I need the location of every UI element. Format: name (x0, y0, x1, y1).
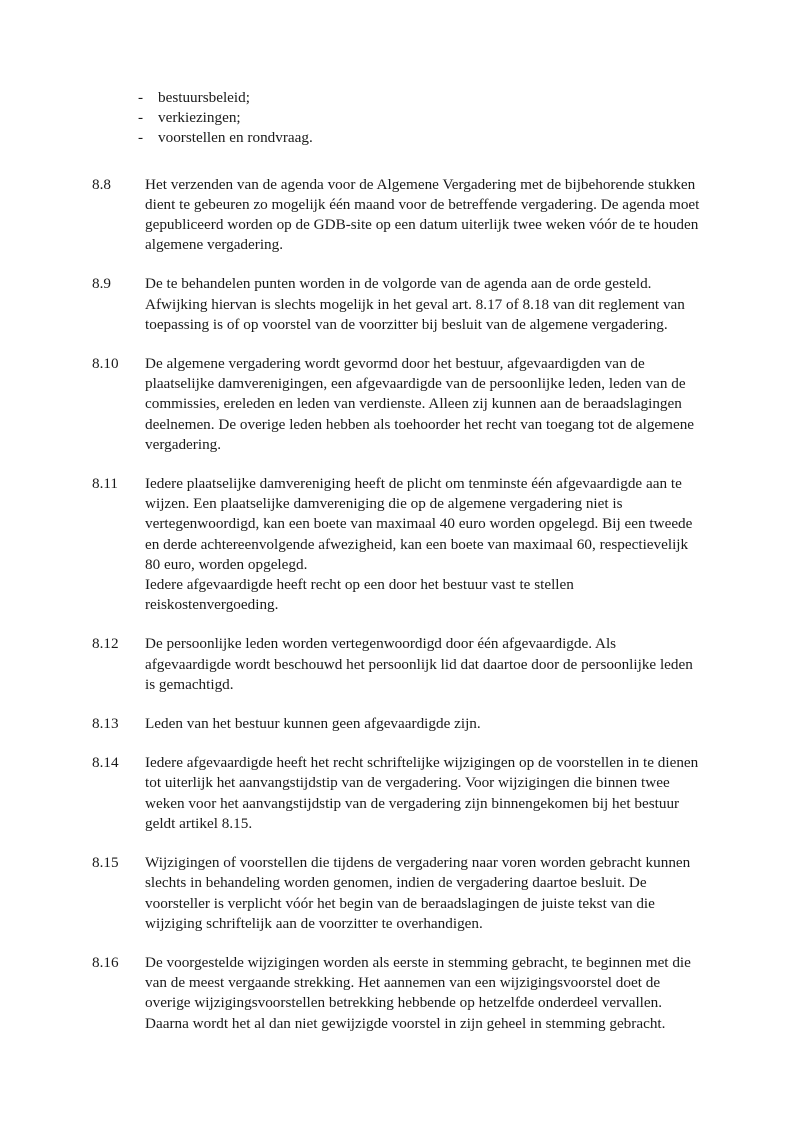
clause-8-10 (92, 354, 705, 455)
clause-paragraph: De voorgestelde wijzigingen worden als eerste in stemming gebracht, te beginnen met die van de meest vergaande strekking. Het aannemen van een wijzigingsvoorstel doet de overige wijzigingsvoorstellen betrekking hebbende op hetzelfde onderdeel vervallen. Daarna wordt het al dan niet gewijzigde voorstel in zijn geheel in stemming gebracht. (145, 953, 691, 1032)
clause-paragraph: De persoonlijke leden worden vertegenwoordigd door één afgevaardigde. Als afgevaardigde wordt beschouwd het persoonlijk lid dat daartoe door de persoonlijke leden is gemachtigd. (145, 635, 693, 693)
clause-8-13 (92, 714, 705, 734)
clause-number: 8.14 (92, 754, 119, 772)
clause-8-16 (92, 953, 705, 1034)
clause-8-14 (92, 753, 705, 834)
clause-body (145, 354, 705, 455)
clause-paragraph: De te behandelen punten worden in de volgorde van de agenda aan de orde gesteld. Afwijking hiervan is slechts mogelijk in het geval art. 8.17 of 8.18 van dit reglement van toepassing is of op voorstel van de voorzitter bij besluit van de algemene vergadering. (145, 275, 685, 333)
clause-body (145, 634, 705, 695)
clause-number: 8.16 (92, 953, 119, 971)
list-item-label: bestuursbeleid; (158, 89, 250, 106)
clause-body (145, 753, 705, 834)
agenda-bullet-list (92, 88, 705, 149)
clause-number: 8.12 (92, 635, 119, 653)
clause-body (145, 474, 705, 615)
clause-paragraph: Wijzigingen of voorstellen die tijdens de vergadering naar voren worden gebracht kunnen slechts in behandeling worden genomen, indien de vergadering daartoe besluit. De voorsteller is verplicht vóór het begin van de beraadslagingen de juiste tekst van die wijziging schriftelijk aan de voorzitter te overhandigen. (145, 854, 691, 932)
clause-8-11 (92, 474, 705, 615)
list-item-label: voorstellen en rondvraag. (158, 129, 313, 147)
clause-paragraph: Iedere afgevaardigde heeft recht op een door het bestuur vast te stellen reiskostenvergoeding. (145, 576, 574, 614)
list-item (138, 128, 705, 148)
clause-paragraph: De algemene vergadering wordt gevormd door het bestuur, afgevaardigden van de plaatselijke damverenigingen, een afgevaardigde van de persoonlijke leden, leden van de commissies, ereleden en leden van verdienste. Alleen zij kunnen aan de beraadslagingen deelnemen. De overige leden hebben als toehoorder het recht van toegang tot de algemene vergadering. (145, 355, 695, 453)
clause-8-15 (92, 853, 705, 934)
clause-number: 8.11 (92, 475, 119, 493)
clause-8-9 (92, 274, 705, 335)
clause-paragraph: Leden van het bestuur kunnen geen afgevaardigde zijn. (145, 715, 481, 733)
clause-paragraph: Iedere plaatselijke damvereniging heeft de plicht om tenminste één afgevaardigde aan te wijzen. Een plaatselijke damvereniging die op de algemene vergadering niet is vertegenwoordigd, kan een boete van maximaal 40 euro worden opgelegd. Bij een tweede en derde achtereenvolgende afwezigheid, kan een boete van maximaal 60, respectievelijk 80 euro, worden opgelegd. (145, 475, 693, 573)
list-item (138, 88, 705, 108)
clause-8-12 (92, 634, 705, 695)
clause-number: 8.10 (92, 355, 119, 373)
bullet-dash-icon: - (138, 109, 144, 127)
clause-number: 8.8 (92, 175, 111, 193)
clause-body (145, 953, 705, 1034)
clause-number: 8.9 (92, 275, 111, 293)
clause-body (145, 714, 705, 734)
clause-paragraph: Iedere afgevaardigde heeft het recht schriftelijke wijzigingen op de voorstellen in te dienen tot uiterlijk het aanvangstijdstip van de vergadering. Voor wijzigingen die binnen twee weken voor het aanvangstijdstip van de vergadering zijn binnengekomen bij het bestuur geldt artikel 8.15. (145, 754, 699, 832)
list-item (138, 108, 705, 128)
clause-body (145, 853, 705, 934)
bullet-dash-icon: - (138, 89, 144, 106)
bullet-dash-icon: - (138, 129, 144, 147)
clause-paragraph: Het verzenden van de agenda voor de Algemene Vergadering met de bijbehorende stukken dient te gebeuren zo mogelijk één maand voor de betreffende vergadering. De agenda moet gepubliceerd worden op de GDB-site op een datum uiterlijk twee weken vóór de te houden algemene vergadering. (145, 175, 700, 254)
clause-8-8 (92, 175, 705, 256)
clause-number: 8.13 (92, 715, 119, 733)
document-body (92, 88, 705, 1034)
clause-body (145, 274, 705, 335)
clause-number: 8.15 (92, 854, 119, 872)
list-item-label: verkiezingen; (158, 109, 241, 127)
clause-body (145, 175, 705, 256)
